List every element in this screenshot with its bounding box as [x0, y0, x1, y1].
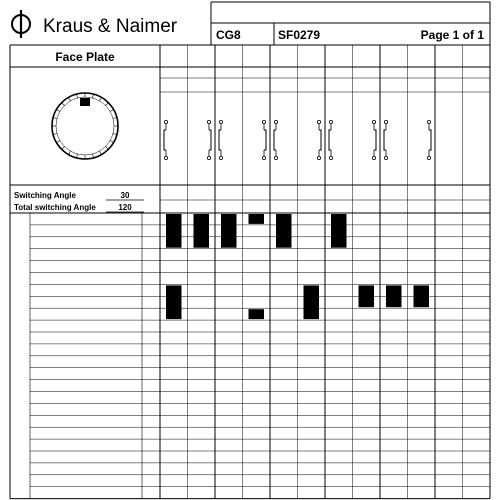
contact-bridge — [164, 130, 166, 150]
terminal-dot — [274, 120, 277, 123]
dial-tick — [106, 103, 109, 106]
terminal-dot — [219, 120, 222, 123]
contact-block — [249, 309, 265, 319]
contact-symbol — [384, 120, 388, 159]
contact-block — [221, 214, 237, 248]
dial-tick — [69, 151, 71, 154]
dial-tick — [56, 110, 59, 112]
contact-block — [359, 285, 375, 307]
contact-block — [386, 285, 402, 307]
dial-tick — [100, 97, 102, 100]
contact-block — [166, 285, 182, 319]
contact-block — [304, 285, 320, 319]
dial-tick — [62, 147, 65, 150]
terminal-dot — [219, 156, 222, 159]
terminal-dot — [164, 156, 167, 159]
brand-name: Kraus & Naimer — [43, 16, 178, 37]
dial-tick — [62, 103, 65, 106]
contact-symbol — [274, 120, 278, 159]
contact-bridge — [329, 130, 331, 150]
contact-bridge — [384, 130, 386, 150]
total-angle-value: 120 — [118, 203, 132, 212]
contact-symbol — [372, 120, 376, 159]
contact-symbol — [219, 120, 223, 159]
contact-bridge — [274, 130, 276, 150]
zero-marker — [80, 98, 90, 106]
contact-bridge — [319, 130, 321, 150]
contact-block — [194, 214, 210, 248]
terminal-dot — [384, 120, 387, 123]
drawing-number: SF0279 — [278, 28, 321, 42]
contact-grid — [10, 45, 490, 499]
dial-tick — [69, 97, 71, 100]
contact-symbol — [262, 120, 266, 159]
switching-angle-value: 30 — [120, 191, 130, 200]
terminal-dot — [164, 120, 167, 123]
terminal-dot — [329, 156, 332, 159]
dial-tick — [110, 141, 113, 143]
terminal-dot — [262, 120, 265, 123]
dial-tick — [106, 147, 109, 150]
contact-bridge — [374, 130, 376, 150]
contact-bridge — [429, 130, 431, 150]
terminal-dot — [207, 120, 210, 123]
terminal-dot — [427, 120, 430, 123]
total-angle-label: Total switching Angle — [14, 203, 96, 212]
face-plate-title: Face Plate — [55, 50, 115, 64]
dial-tick — [110, 110, 113, 112]
terminal-dot — [274, 156, 277, 159]
series-code: CG8 — [216, 28, 241, 42]
page-indicator: Page 1 of 1 — [420, 28, 484, 42]
terminal-dot — [384, 156, 387, 159]
terminal-dot — [427, 156, 430, 159]
terminal-dot — [207, 156, 210, 159]
contact-symbol — [427, 120, 431, 159]
terminal-dot — [372, 120, 375, 123]
contact-bridge — [219, 130, 221, 150]
face-plate-dial — [52, 93, 118, 159]
kn-logo — [12, 10, 30, 38]
terminal-dot — [329, 120, 332, 123]
contact-bridge — [209, 130, 211, 150]
contact-bridge — [264, 130, 266, 150]
contact-block — [331, 214, 347, 248]
contact-symbol — [164, 120, 168, 159]
contact-block — [276, 214, 292, 248]
switching-angle-label: Switching Angle — [14, 191, 76, 200]
terminal-dot — [372, 156, 375, 159]
terminal-dot — [262, 156, 265, 159]
contact-symbol — [329, 120, 333, 159]
contact-block — [249, 214, 265, 224]
contact-symbol — [207, 120, 211, 159]
terminal-dot — [317, 120, 320, 123]
terminal-dot — [317, 156, 320, 159]
dial-tick — [56, 141, 59, 143]
contact-block — [414, 285, 430, 307]
contact-symbol — [317, 120, 321, 159]
contact-block — [166, 214, 182, 248]
dial-tick — [100, 151, 102, 154]
